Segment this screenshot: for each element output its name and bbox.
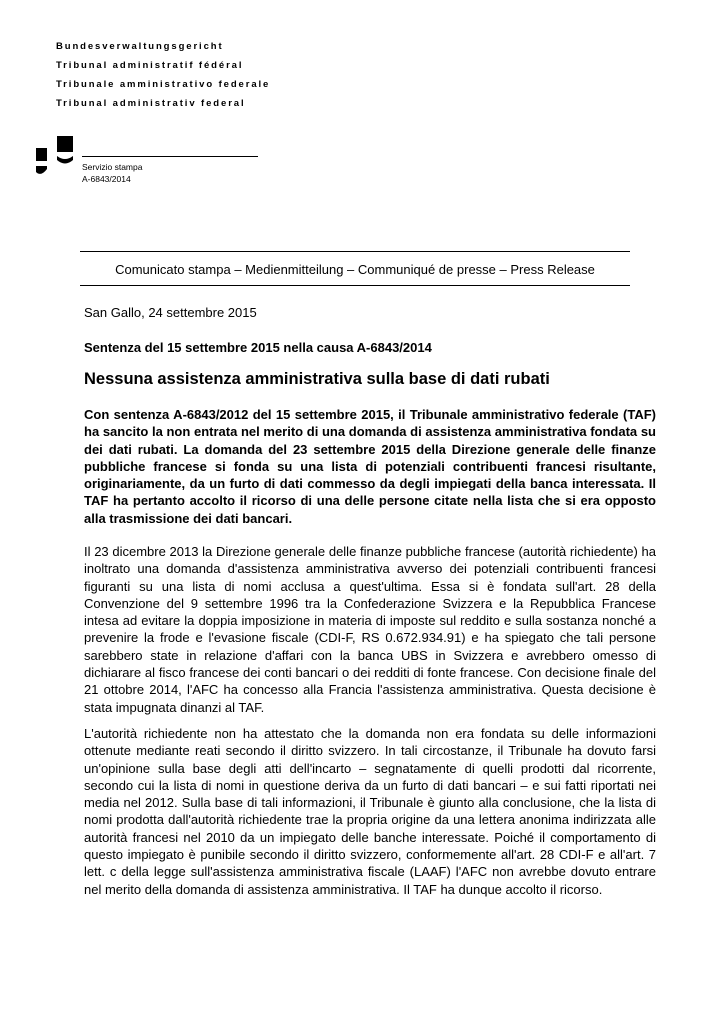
press-release-banner: Comunicato stampa – Medienmitteilung – Communiqué de presse – Press Release — [115, 262, 595, 277]
date-line: San Gallo, 24 settembre 2015 — [84, 305, 257, 320]
federal-court-logo — [36, 136, 76, 178]
press-office-block — [82, 161, 142, 185]
body-paragraph-2: L'autorità richiedente non ha attestato che la domanda non era fondata su delle informazioni ottenute mediante reati secondo il diritto svizzero. In tali circostanze, il Tribunale ha dovuto farsi un'opinione sulla base degli atti dell'incarto – segnatamente di quelli prodotti dal ricorrente, secondo cui la lista di nomi in questione deriva da un furto di dati bancari – e sui fatti riportati nei media nel 2012. Sulla base di tali informazioni, il Tribunale è giunto alla conclusione, che la lista di nomi prodotta dall'autorità richiedente trae la propria origine da una lettera anonima indirizzata alle autorità francesi nel 2010 da un impiegato delle banche interessate. Poiché il comportamento di questo impiegato è punibile secondo il diritto svizzero, conformemente all'art. 28 CDI-F e all'art. 7 lett. c della legge sull'assistenza amministrativa fiscale (LAAF) l'AFC non avrebbe dovuto entrare nel merito della domanda di assistenza amministrativa. Il TAF ha dunque accolto il ricorso. — [84, 726, 656, 897]
court-name-it: Tribunale amministrativo federale — [56, 79, 271, 90]
banner-top-rule — [80, 251, 630, 252]
press-office-label: Servizio stampa — [82, 162, 143, 172]
header-divider — [82, 156, 258, 157]
reference-number: A-6843/2014 — [82, 174, 131, 184]
page-title: Nessuna assistenza amministrativa sulla base di dati rubati — [84, 370, 550, 388]
court-name-de: Bundesverwaltungsgericht — [56, 41, 224, 52]
court-name-fr: Tribunal administratif fédéral — [56, 60, 244, 71]
case-line: Sentenza del 15 settembre 2015 nella causa A-6843/2014 — [84, 340, 432, 355]
lead-paragraph: Con sentenza A-6843/2012 del 15 settembre 2015, il Tribunale amministrativo federale (TAF) ha sancito la non entrata nel merito di una domanda di assistenza amministrativa fondata su dei dati rubati. La domanda del 23 settembre 2015 della Direzione generale delle finanze pubbliche francese si fonda su una lista di potenziali contribuenti francesi risultante, originariamente, da un furto di dati commesso da degli impiegati della banca interessata. Il TAF ha pertanto accolto il ricorso di una delle persone citate nella lista che si era opposto alla trasmissione dei dati bancari. — [84, 407, 656, 526]
court-name-rm: Tribunal administrativ federal — [56, 98, 246, 109]
banner-bottom-rule — [80, 285, 630, 286]
body-paragraph-1: Il 23 dicembre 2013 la Direzione generale delle finanze pubbliche francese (autorità richiedente) ha inoltrato una domanda d'assistenza amministrativa avverso dei potenziali contribuenti francesi figuranti su una lista di nomi acclusa a quest'ultima. Essa si è fondata sull'art. 28 della Convenzione del 9 settembre 1996 tra la Confederazione Svizzera e la Repubblica Francese intesa ad evitare la doppia imposizione in materia di imposte sul reddito e sulla sostanza nonché a prevenire la frode e l'evasione fiscale (CDI-F, RS 0.672.934.91) e ha spiegato che tali persone sarebbero state in relazione d'affari con la banca UBS in Svizzera e avrebbero omesso di dichiarare al fisco francese dei conti bancari o dei redditi di fonte francese. Con decisione finale del 21 ottobre 2014, l'AFC ha concesso alla Francia l'assistenza amministrativa. Questa decisione è stata impugnata dinanzi al TAF. — [84, 544, 656, 715]
